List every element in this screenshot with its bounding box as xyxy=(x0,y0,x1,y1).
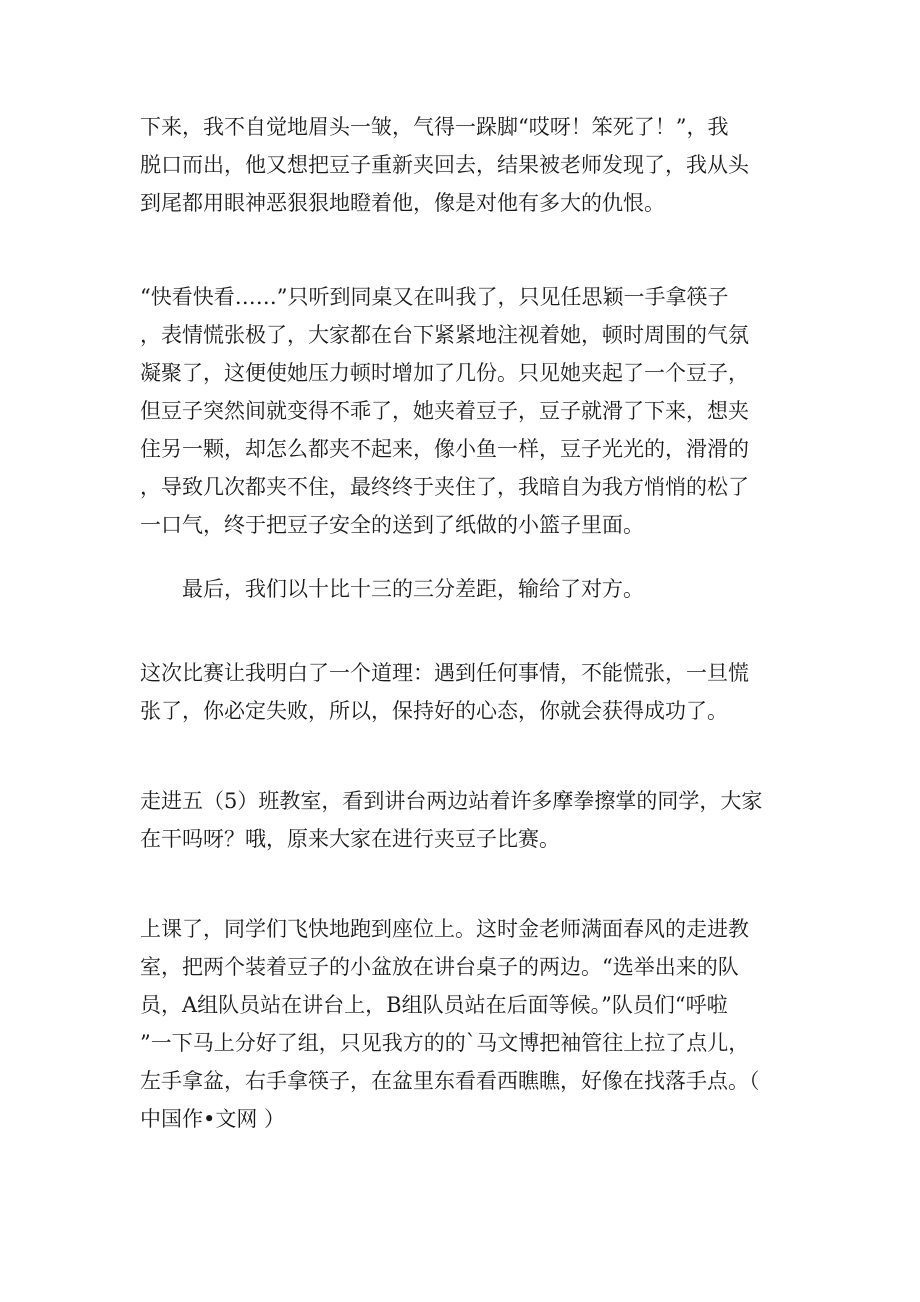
text-line: 一口气，终于把豆子安全的送到了纸做的小篮子里面。 xyxy=(140,513,644,537)
text-line: 到尾都用眼神恶狠狠地瞪着他，像是对他有多大的仇恨。 xyxy=(140,191,665,215)
text-line: ，导致几次都夹不住，最终终于夹住了，我暗自为我方悄悄的松了 xyxy=(140,475,749,499)
text-line: 左手拿盆，右手拿筷子，在盆里东看看西瞧瞧，好像在找落手点。（ xyxy=(140,1069,760,1093)
text-line: ，表情慌张极了，大家都在台下紧紧地注视着她，顿时周围的气氛 xyxy=(140,323,749,347)
text-line: 这次比赛让我明白了一个道理：遇到任何事情，不能慌张，一旦慌 xyxy=(140,661,749,685)
paragraph-2 xyxy=(140,278,790,544)
paragraph-4 xyxy=(140,654,790,730)
text-line: 下来，我不自觉地眉头一皱，气得一跺脚“哎呀！笨死了！”，我 xyxy=(140,115,729,139)
paragraph-1 xyxy=(140,108,790,222)
text-line: ”一下马上分好了组，只见我方的的`马文博把袖管往上拉了点儿， xyxy=(140,1031,750,1055)
text-line: 走进五（5）班教室，看到讲台两边站着许多摩拳擦掌的同学，大家 xyxy=(140,789,763,813)
text-line: 在干吗呀？哦，原来大家在进行夹豆子比赛。 xyxy=(140,827,560,851)
text-line: 脱口而出，他又想把豆子重新夹回去，结果被老师发现了，我从头 xyxy=(140,153,749,177)
text-line: 中国作•文网 ） xyxy=(140,1107,286,1131)
text-line: 室，把两个装着豆子的小盆放在讲台桌子的两边。“选举出来的队 xyxy=(140,955,739,979)
text-line: 住另一颗，却怎么都夹不起来，像小鱼一样，豆子光光的，滑滑的 xyxy=(140,437,749,461)
text-line: 但豆子突然间就变得不乖了，她夹着豆子，豆子就滑了下来，想夹 xyxy=(140,399,749,423)
text-line: 张了，你必定失败，所以，保持好的心态，你就会获得成功了。 xyxy=(140,699,728,723)
text-line: 凝聚了，这便使她压力顿时增加了几份。只见她夹起了一个豆子， xyxy=(140,361,749,385)
paragraph-5 xyxy=(140,782,790,858)
paragraph-6 xyxy=(140,910,790,1138)
text-line: “快看快看……”只听到同桌又在叫我了，只见任思颖一手拿筷子 xyxy=(140,285,729,309)
text-line: 上课了，同学们飞快地跑到座位上。这时金老师满面春风的走进教 xyxy=(140,917,749,941)
text-line: 员，A组队员站在讲台上，B组队员站在后面等候。”队员们“呼啦 xyxy=(140,993,728,1017)
text-line: 最后，我们以十比十三的三分差距，输给了对方。 xyxy=(182,577,644,601)
paragraph-3 xyxy=(140,570,790,608)
